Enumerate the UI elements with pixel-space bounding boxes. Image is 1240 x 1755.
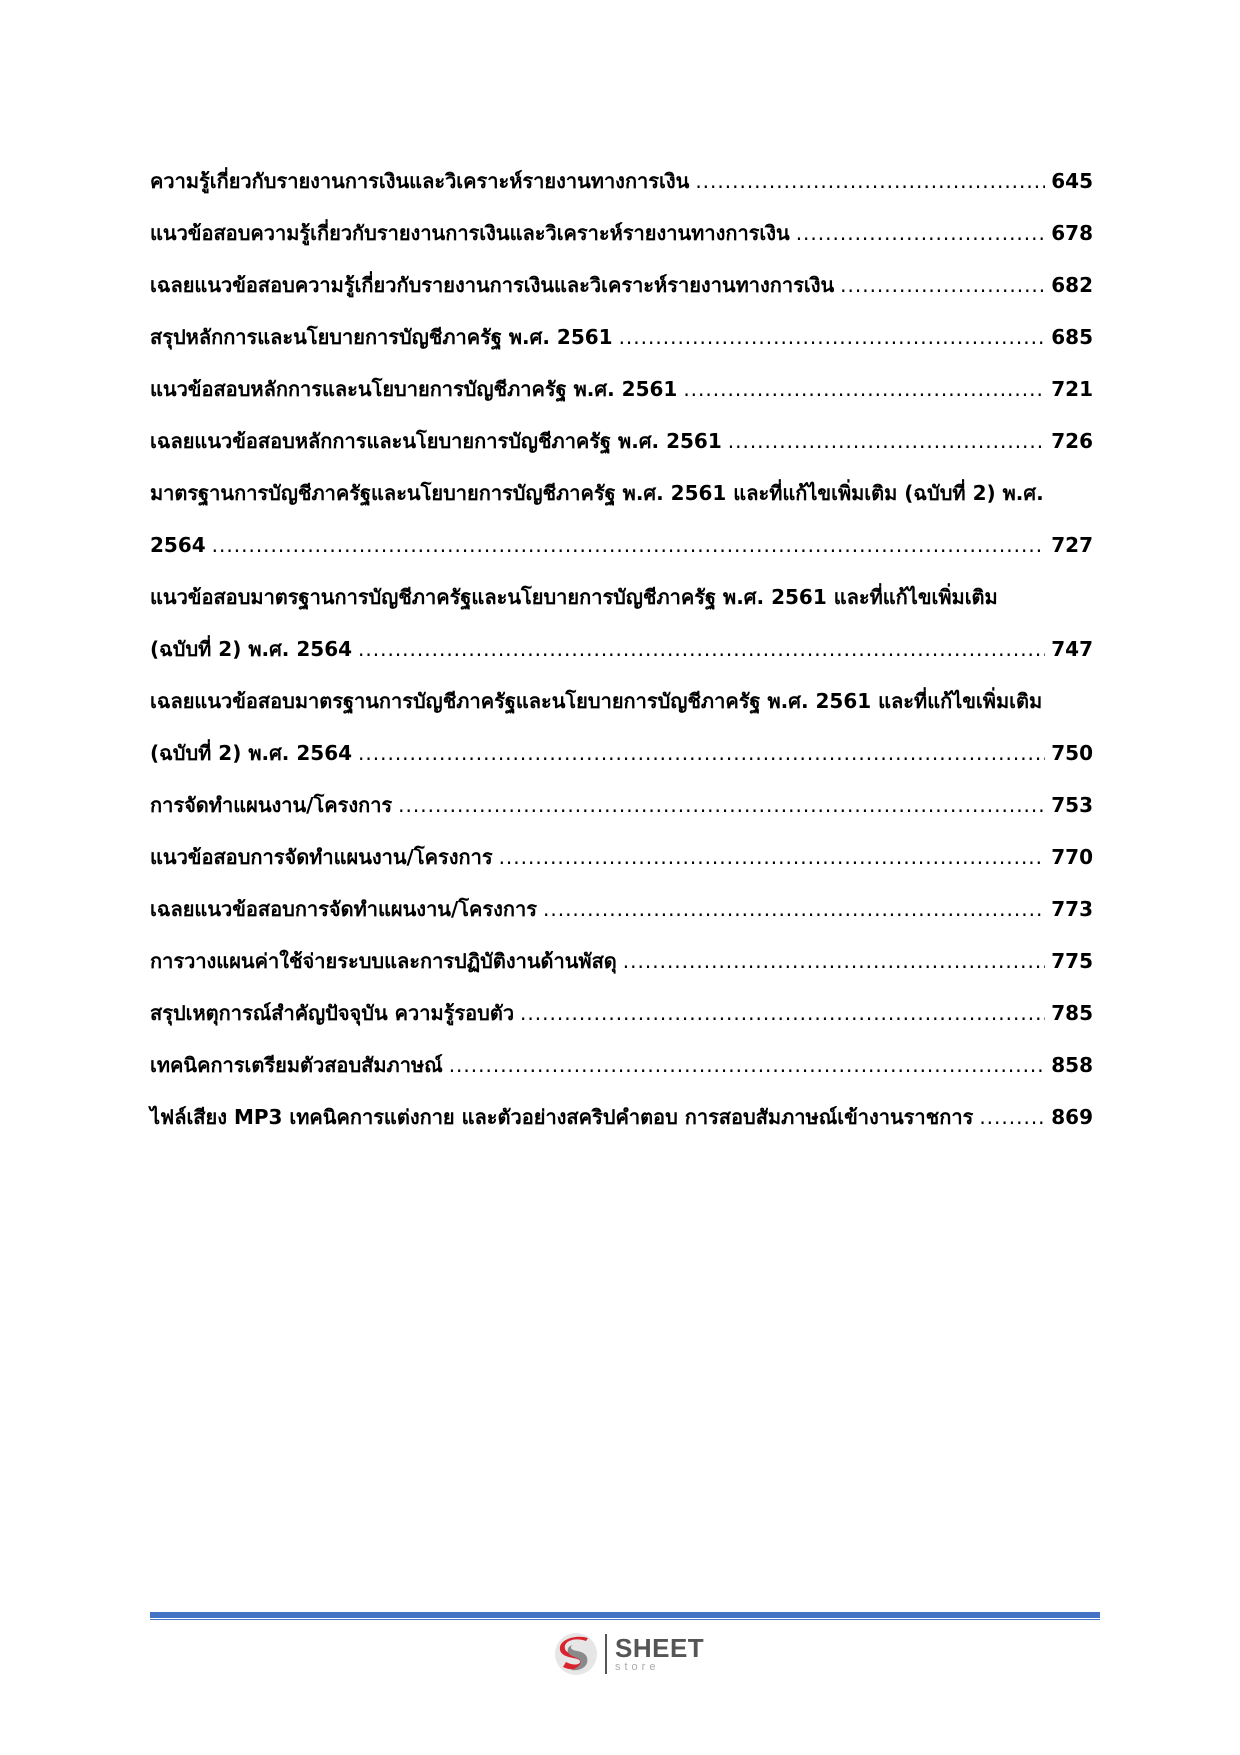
toc-entry-page: 726 xyxy=(1051,429,1093,453)
dot-leader xyxy=(499,831,1046,883)
toc-entry-title-line1: แนวข้อสอบมาตรฐานการบัญชีภาครัฐและนโยบายการบัญชีภาครัฐ พ.ศ. 2561 และที่แก้ไขเพิ่มเติม xyxy=(150,585,998,609)
logo-separator xyxy=(605,1634,607,1674)
toc-entry-page: 773 xyxy=(1051,897,1093,921)
toc-entry-title-line1: มาตรฐานการบัญชีภาครัฐและนโยบายการบัญชีภาครัฐ พ.ศ. 2561 และที่แก้ไขเพิ่มเติม (ฉบับที่ 2) พ.ศ. xyxy=(150,481,1044,505)
toc-entry-title: เฉลยแนวข้อสอบความรู้เกี่ยวกับรายงานการเงินและวิเคราะห์รายงานทางการเงิน xyxy=(150,273,835,297)
toc-entry-last-line xyxy=(150,519,1093,571)
toc-entry[interactable] xyxy=(150,883,1093,935)
logo-word: SHEET xyxy=(615,1633,705,1663)
toc-entry-last-line xyxy=(150,623,1093,675)
dot-leader xyxy=(840,259,1045,311)
dot-leader xyxy=(398,779,1045,831)
toc-entry-page: 753 xyxy=(1051,793,1093,817)
toc-entry-title: แนวข้อสอบความรู้เกี่ยวกับรายงานการเงินและวิเคราะห์รายงานทางการเงิน xyxy=(150,221,790,245)
toc-entry[interactable] xyxy=(150,467,1093,571)
dot-leader xyxy=(695,155,1045,207)
toc-entry[interactable] xyxy=(150,935,1093,987)
toc-entry[interactable] xyxy=(150,675,1093,779)
toc-entry-title: การวางแผนค่าใช้จ่ายระบบและการปฏิบัติงานด้านพัสดุ xyxy=(150,949,617,973)
toc-entry-title: เทคนิคการเตรียมตัวสอบสัมภาษณ์ xyxy=(150,1053,443,1077)
toc-entry-page: 678 xyxy=(1051,221,1093,245)
toc-entry-title: ไฟล์เสียง MP3 เทคนิคการแต่งกาย และตัวอย่างสคริปคำตอบ การสอบสัมภาษณ์เข้างานราชการ xyxy=(150,1105,974,1129)
toc-entry[interactable] xyxy=(150,259,1093,311)
toc-entry[interactable] xyxy=(150,1091,1093,1143)
dot-leader xyxy=(796,207,1046,259)
toc-entry[interactable] xyxy=(150,1039,1093,1091)
toc-entry-title-line1: เฉลยแนวข้อสอบมาตรฐานการบัญชีภาครัฐและนโยบายการบัญชีภาครัฐ พ.ศ. 2561 และที่แก้ไขเพิ่มเติม xyxy=(150,689,1043,713)
toc-entry-page: 682 xyxy=(1051,273,1093,297)
dot-leader xyxy=(683,363,1045,415)
toc-entry-title: สรุปเหตุการณ์สำคัญปัจจุบัน ความรู้รอบตัว xyxy=(150,1001,515,1025)
toc-entry[interactable] xyxy=(150,207,1093,259)
toc-entry-title-line2: (ฉบับที่ 2) พ.ศ. 2564 xyxy=(150,741,353,765)
toc-entry-page: 727 xyxy=(1051,533,1093,557)
table-of-contents xyxy=(150,155,1093,1143)
toc-entry[interactable] xyxy=(150,155,1093,207)
toc-entry[interactable] xyxy=(150,831,1093,883)
toc-entry-page: 775 xyxy=(1051,949,1093,973)
toc-entry-title: เฉลยแนวข้อสอบการจัดทำแผนงาน/โครงการ xyxy=(150,897,537,921)
toc-entry-page: 685 xyxy=(1051,325,1093,349)
toc-entry-page: 747 xyxy=(1051,637,1093,661)
toc-entry[interactable] xyxy=(150,571,1093,675)
toc-entry-title-line2: 2564 xyxy=(150,533,206,557)
toc-entry-title: สรุปหลักการและนโยบายการบัญชีภาครัฐ พ.ศ. 2561 xyxy=(150,325,613,349)
toc-entry-page: 770 xyxy=(1051,845,1093,869)
logo-subword: store xyxy=(615,1661,660,1673)
dot-leader xyxy=(212,519,1046,571)
toc-entry[interactable] xyxy=(150,779,1093,831)
toc-entry-last-line xyxy=(150,727,1093,779)
toc-entry-title: แนวข้อสอบหลักการและนโยบายการบัญชีภาครัฐ พ.ศ. 2561 xyxy=(150,377,678,401)
dot-leader xyxy=(543,883,1045,935)
toc-entry[interactable] xyxy=(150,987,1093,1039)
sheet-store-logo xyxy=(553,1628,704,1680)
toc-entry[interactable] xyxy=(150,363,1093,415)
sheet-store-logo-icon xyxy=(553,1631,599,1677)
toc-entry-page: 721 xyxy=(1051,377,1093,401)
dot-leader xyxy=(623,935,1045,987)
toc-entry-title: เฉลยแนวข้อสอบหลักการและนโยบายการบัญชีภาครัฐ พ.ศ. 2561 xyxy=(150,429,722,453)
toc-entry[interactable] xyxy=(150,311,1093,363)
dot-leader xyxy=(358,623,1045,675)
toc-entry[interactable] xyxy=(150,415,1093,467)
dot-leader xyxy=(619,311,1046,363)
toc-entry-title: ความรู้เกี่ยวกับรายงานการเงินและวิเคราะห์รายงานทางการเงิน xyxy=(150,169,690,193)
toc-entry-title-line2: (ฉบับที่ 2) พ.ศ. 2564 xyxy=(150,637,353,661)
toc-entry-page: 858 xyxy=(1051,1053,1093,1077)
dot-leader xyxy=(520,987,1045,1039)
toc-entry-page: 750 xyxy=(1051,741,1093,765)
dot-leader xyxy=(449,1039,1046,1091)
footer-rule xyxy=(150,1612,1100,1618)
toc-entry-page: 785 xyxy=(1051,1001,1093,1025)
dot-leader xyxy=(979,1091,1045,1143)
toc-entry-title: การจัดทำแผนงาน/โครงการ xyxy=(150,793,393,817)
toc-entry-page: 869 xyxy=(1051,1105,1093,1129)
toc-entry-page: 645 xyxy=(1051,169,1093,193)
logo-text xyxy=(615,1635,704,1673)
dot-leader xyxy=(728,415,1046,467)
dot-leader xyxy=(358,727,1045,779)
toc-entry-title: แนวข้อสอบการจัดทำแผนงาน/โครงการ xyxy=(150,845,493,869)
